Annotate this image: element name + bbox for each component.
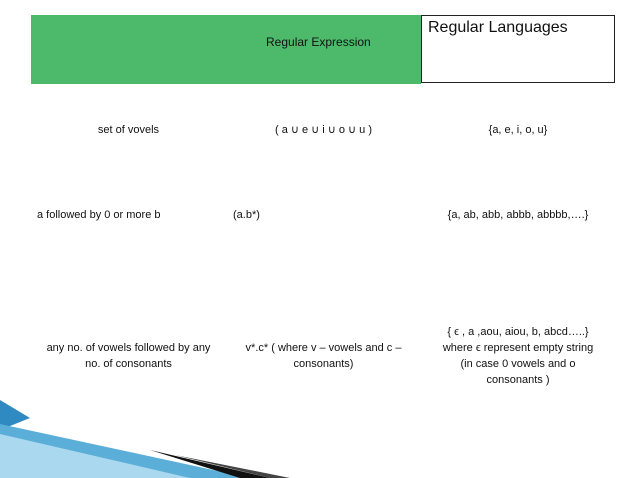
row3-language	[421, 324, 615, 388]
decorative-swoosh	[0, 400, 638, 478]
row1-description: set of vovels	[97, 124, 160, 136]
row3-description	[31, 340, 226, 372]
header-languages-label: Regular Languages	[428, 19, 568, 36]
row3-regex	[226, 340, 421, 372]
row2-language: {a, ab, abb, abbb, abbbb,….}	[447, 209, 589, 221]
row3-language-line3: (in case 0 vowels and o	[460, 358, 576, 370]
row3-regex-line2: consonants)	[293, 358, 354, 370]
row3-language-line2: where ϵ represent empty string	[442, 342, 594, 354]
row1-regex: ( a ∪ e ∪ i ∪ o ∪ u )	[274, 124, 372, 136]
row1-language: {a, e, i, o, u}	[488, 124, 548, 136]
header-languages-cell	[421, 15, 615, 83]
row2-description: a followed by 0 or more b	[37, 209, 161, 221]
header-regex-label: Regular Expression	[266, 35, 371, 49]
row3-regex-line1: v*.c* ( where v – vowels and c –	[245, 342, 402, 354]
header-regex-cell	[31, 15, 421, 84]
row3-language-line1: { ϵ , a ,aou, aiou, b, abcd…..}	[447, 326, 589, 338]
regular-expressions-table	[31, 15, 616, 453]
row3-description-line1: any no. of vowels followed by any	[46, 342, 211, 354]
row3-language-line4: consonants )	[486, 374, 550, 386]
row3-description-line2: no. of consonants	[85, 358, 172, 370]
row2-regex: (a.b*)	[233, 209, 260, 221]
